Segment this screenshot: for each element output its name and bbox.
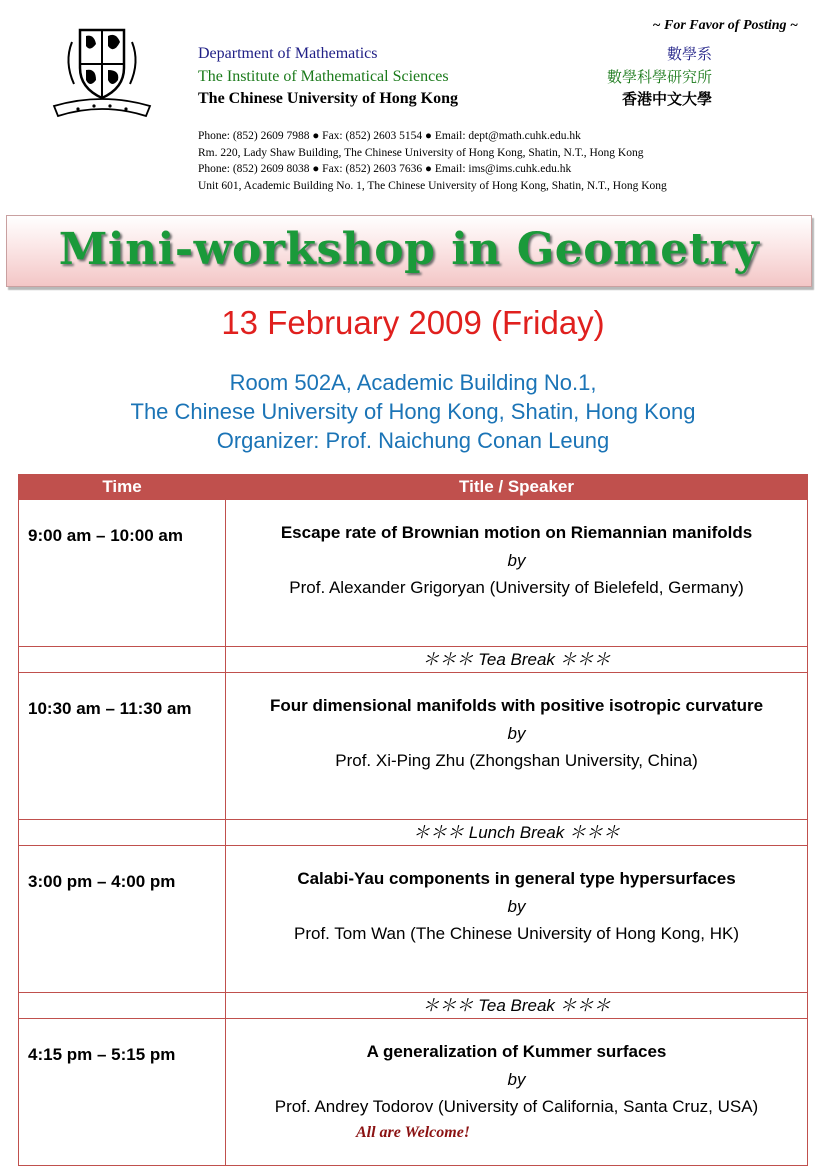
talk-title: Escape rate of Brownian motion on Riemannian manifolds [280,523,753,542]
contact-line: Phone: (852) 2609 8038 ● Fax: (852) 2603 7636 ● Email: ims@ims.cuhk.edu.hk [198,163,572,176]
by-label: by [507,550,526,570]
cuhk-crest-icon [50,22,154,120]
table-row [19,673,808,820]
talk-speaker: Prof. Xi-Ping Zhu (Zhongshan University, China) [335,751,698,770]
by-label: by [507,1069,526,1089]
talk-time: 4:15 pm – 5:15 pm [19,1019,226,1166]
talk-time: 9:00 am – 10:00 am [19,500,226,647]
by-label: by [507,896,526,916]
table-row [19,1019,808,1166]
break-time-cell [19,993,226,1019]
contact-line: Phone: (852) 2609 7988 ● Fax: (852) 2603 5154 ● Email: dept@math.cuhk.edu.hk [198,130,581,142]
dept-math-zh: 數學系 [666,45,712,63]
organizer: Organizer: Prof. Naichung Conan Leung [216,428,610,453]
talk-info [226,500,808,647]
contact-line: Unit 601, Academic Building No. 1, The Chinese University of Hong Kong, Shatin, N.T., Hong Kong [198,180,667,193]
talk-title: Four dimensional manifolds with positive isotropic curvature [269,696,764,715]
event-date: 13 February 2009 (Friday) [221,304,605,341]
table-row [19,846,808,993]
department-names-zh [562,43,712,111]
break-time-cell [19,820,226,846]
break-label: ＊＊＊ Lunch Break ＊＊＊ [226,820,808,846]
talk-time: 10:30 am – 11:30 am [19,673,226,820]
talk-speaker: Prof. Alexander Grigoryan (University of Bielefeld, Germany) [289,578,744,597]
break-row [19,993,808,1019]
contact-info [198,128,667,195]
talk-speaker: Prof. Andrey Todorov (University of California, Santa Cruz, USA) [274,1097,759,1116]
schedule-table [18,474,808,1166]
talk-info [226,1019,808,1166]
venue-room: Room 502A, Academic Building No.1, [229,370,597,395]
dept-ims: The Institute of Mathematical Sciences [198,67,449,85]
venue-campus: The Chinese University of Hong Kong, Shatin, Hong Kong [130,399,696,424]
header-time: Time [19,475,226,500]
break-label: ＊＊＊ Tea Break ＊＊＊ [226,993,808,1019]
table-row [19,500,808,647]
venue-info [0,368,826,455]
break-row [19,820,808,846]
contact-line: Rm. 220, Lady Shaw Building, The Chinese University of Hong Kong, Shatin, N.T., Hong Kong [198,146,644,159]
talk-info [226,846,808,993]
university-name-zh: 香港中文大學 [621,90,712,108]
break-label: ＊＊＊ Tea Break ＊＊＊ [226,647,808,673]
workshop-title: Mini-workshop in Geometry [58,224,760,275]
break-time-cell [19,647,226,673]
talk-time: 3:00 pm – 4:00 pm [19,846,226,993]
university-name: The Chinese University of Hong Kong [198,90,459,107]
header-title-speaker: Title / Speaker [226,475,808,500]
by-label: by [507,723,526,743]
dept-math: Department of Mathematics [198,45,378,62]
break-row [19,647,808,673]
dept-ims-zh: 數學科學研究所 [606,67,712,86]
posting-note: ~ For Favor of Posting ~ [652,18,798,33]
talk-info [226,673,808,820]
talk-speaker: Prof. Tom Wan (The Chinese University of Hong Kong, HK) [293,924,739,943]
talk-title: Calabi-Yau components in general type hypersurfaces [297,869,736,888]
title-banner [6,215,812,287]
welcome-note: All are Welcome! [355,1124,471,1141]
department-names-en [198,43,458,111]
talk-title: A generalization of Kummer surfaces [366,1042,667,1061]
table-header-row [19,475,808,500]
